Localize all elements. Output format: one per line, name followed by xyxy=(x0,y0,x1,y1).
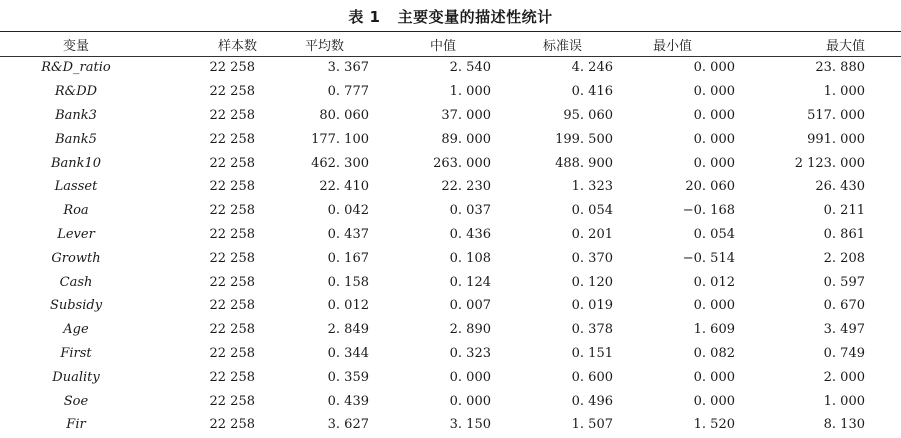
cell-variable: Bank3 xyxy=(55,107,97,123)
cell-max: 0. 749 xyxy=(823,345,865,361)
cell-median: 0. 436 xyxy=(449,226,491,242)
cell-median: 22. 230 xyxy=(441,179,491,195)
cell-max: 991. 000 xyxy=(807,131,865,147)
cell-sample-size: 22 258 xyxy=(209,60,255,76)
cell-min: 0. 012 xyxy=(693,274,735,290)
cell-variable: Subsidy xyxy=(49,298,103,314)
cell-std-error: 95. 060 xyxy=(563,107,613,123)
cell-mean: 0. 359 xyxy=(327,369,369,385)
cell-median: 0. 323 xyxy=(449,345,491,361)
cell-max: 0. 597 xyxy=(823,274,865,290)
cell-max: 517. 000 xyxy=(807,107,865,123)
cell-sample-size: 22 258 xyxy=(209,298,255,314)
cell-mean: 3. 627 xyxy=(327,417,369,433)
cell-variable: Roa xyxy=(63,203,89,219)
header-variable: 变量 xyxy=(62,39,89,54)
cell-mean: 0. 158 xyxy=(327,274,369,290)
cell-std-error: 0. 201 xyxy=(571,226,613,242)
cell-min: 0. 000 xyxy=(693,84,735,100)
cell-max: 2. 208 xyxy=(823,250,865,266)
cell-median: 37. 000 xyxy=(441,107,491,123)
cell-variable: Duality xyxy=(52,369,100,385)
cell-mean: 3. 367 xyxy=(327,60,369,76)
cell-std-error: 0. 120 xyxy=(571,274,613,290)
cell-mean: 177. 100 xyxy=(311,131,369,147)
cell-sample-size: 22 258 xyxy=(209,417,255,433)
cell-sample-size: 22 258 xyxy=(209,84,255,100)
cell-min: 20. 060 xyxy=(685,179,735,195)
cell-median: 3. 150 xyxy=(449,417,491,433)
table-row xyxy=(0,246,901,270)
cell-min: 0. 000 xyxy=(693,155,735,171)
cell-std-error: 0. 054 xyxy=(571,203,613,219)
cell-mean: 0. 167 xyxy=(327,250,369,266)
table-row xyxy=(0,56,901,80)
cell-max: 2 123. 000 xyxy=(794,155,865,171)
cell-median: 0. 124 xyxy=(449,274,491,290)
cell-min: 1. 520 xyxy=(693,417,735,433)
cell-min: 0. 054 xyxy=(693,226,735,242)
cell-max: 0. 211 xyxy=(823,203,865,219)
cell-sample-size: 22 258 xyxy=(209,226,255,242)
table-row xyxy=(0,127,901,151)
cell-variable: Fir xyxy=(66,417,86,433)
cell-sample-size: 22 258 xyxy=(209,179,255,195)
cell-variable: Cash xyxy=(59,274,93,290)
cell-max: 23. 880 xyxy=(815,60,865,76)
cell-median: 2. 540 xyxy=(449,60,491,76)
table-row xyxy=(0,365,901,389)
table-row xyxy=(0,294,901,318)
cell-sample-size: 22 258 xyxy=(209,322,255,338)
table-row xyxy=(0,151,901,175)
cell-min: 0. 000 xyxy=(693,298,735,314)
cell-mean: 462. 300 xyxy=(311,155,369,171)
cell-mean: 0. 437 xyxy=(327,226,369,242)
cell-variable: R&DD xyxy=(54,84,98,100)
header-mean: 平均数 xyxy=(304,39,344,54)
cell-std-error: 0. 019 xyxy=(571,298,613,314)
cell-variable: Lasset xyxy=(54,179,98,195)
header-sample-size: 样本数 xyxy=(217,39,257,54)
cell-std-error: 0. 378 xyxy=(571,322,613,338)
cell-max: 3. 497 xyxy=(823,322,865,338)
cell-std-error: 0. 416 xyxy=(571,84,613,100)
table-row xyxy=(0,342,901,366)
descriptive-statistics-table xyxy=(0,33,901,437)
cell-min: 0. 000 xyxy=(693,131,735,147)
cell-mean: 80. 060 xyxy=(319,107,369,123)
cell-variable: Soe xyxy=(63,393,89,409)
cell-max: 26. 430 xyxy=(815,179,865,195)
cell-sample-size: 22 258 xyxy=(209,203,255,219)
cell-std-error: 0. 600 xyxy=(571,369,613,385)
cell-median: 2. 890 xyxy=(449,322,491,338)
header-min: 最小值 xyxy=(652,39,692,54)
cell-min: 0. 000 xyxy=(693,393,735,409)
header-median: 中值 xyxy=(429,39,456,54)
table-row xyxy=(0,80,901,104)
cell-max: 0. 670 xyxy=(823,298,865,314)
cell-std-error: 199. 500 xyxy=(555,131,613,147)
cell-variable: First xyxy=(60,345,92,361)
table-row xyxy=(0,270,901,294)
cell-mean: 0. 042 xyxy=(327,203,369,219)
cell-mean: 2. 849 xyxy=(327,322,369,338)
cell-variable: Bank10 xyxy=(50,155,102,171)
table-row xyxy=(0,199,901,223)
cell-variable: Bank5 xyxy=(55,131,97,147)
cell-median: 263. 000 xyxy=(433,155,491,171)
cell-sample-size: 22 258 xyxy=(209,345,255,361)
cell-mean: 0. 777 xyxy=(327,84,369,100)
cell-median: 0. 007 xyxy=(449,298,491,314)
table-row xyxy=(0,104,901,128)
top-rule xyxy=(0,31,901,32)
table-row xyxy=(0,223,901,247)
table-row xyxy=(0,413,901,437)
cell-min: −0. 168 xyxy=(682,203,735,219)
table-title: 表 1 主要变量的描述性统计 xyxy=(348,8,553,26)
cell-std-error: 0. 496 xyxy=(571,393,613,409)
cell-variable: Age xyxy=(63,322,89,338)
cell-min: 0. 000 xyxy=(693,369,735,385)
cell-variable: R&D_ratio xyxy=(41,60,111,76)
cell-std-error: 1. 507 xyxy=(571,417,613,433)
cell-sample-size: 22 258 xyxy=(209,369,255,385)
table-row xyxy=(0,175,901,199)
cell-min: −0. 514 xyxy=(682,250,735,266)
cell-mean: 22. 410 xyxy=(319,179,369,195)
cell-sample-size: 22 258 xyxy=(209,107,255,123)
cell-std-error: 1. 323 xyxy=(571,179,613,195)
cell-sample-size: 22 258 xyxy=(209,274,255,290)
cell-sample-size: 22 258 xyxy=(209,250,255,266)
cell-max: 1. 000 xyxy=(823,393,865,409)
cell-max: 8. 130 xyxy=(823,417,865,433)
cell-min: 0. 000 xyxy=(693,107,735,123)
cell-mean: 0. 012 xyxy=(327,298,369,314)
cell-std-error: 0. 370 xyxy=(571,250,613,266)
cell-sample-size: 22 258 xyxy=(209,155,255,171)
cell-std-error: 0. 151 xyxy=(571,345,613,361)
header-max: 最大值 xyxy=(825,39,865,54)
cell-median: 0. 108 xyxy=(449,250,491,266)
cell-min: 0. 000 xyxy=(693,60,735,76)
cell-sample-size: 22 258 xyxy=(209,393,255,409)
header-std-error: 标准误 xyxy=(542,39,582,54)
cell-variable: Lever xyxy=(57,226,95,242)
cell-median: 89. 000 xyxy=(441,131,491,147)
cell-median: 0. 000 xyxy=(449,369,491,385)
header-row xyxy=(0,33,901,56)
table-row xyxy=(0,318,901,342)
cell-median: 0. 000 xyxy=(449,393,491,409)
cell-variable: Growth xyxy=(51,250,101,266)
cell-max: 0. 861 xyxy=(823,226,865,242)
table-row xyxy=(0,389,901,413)
cell-mean: 0. 439 xyxy=(327,393,369,409)
cell-mean: 0. 344 xyxy=(327,345,369,361)
cell-sample-size: 22 258 xyxy=(209,131,255,147)
cell-min: 1. 609 xyxy=(693,322,735,338)
cell-std-error: 4. 246 xyxy=(571,60,613,76)
cell-std-error: 488. 900 xyxy=(555,155,613,171)
cell-max: 1. 000 xyxy=(823,84,865,100)
cell-median: 1. 000 xyxy=(449,84,491,100)
cell-max: 2. 000 xyxy=(823,369,865,385)
cell-min: 0. 082 xyxy=(693,345,735,361)
cell-median: 0. 037 xyxy=(449,203,491,219)
